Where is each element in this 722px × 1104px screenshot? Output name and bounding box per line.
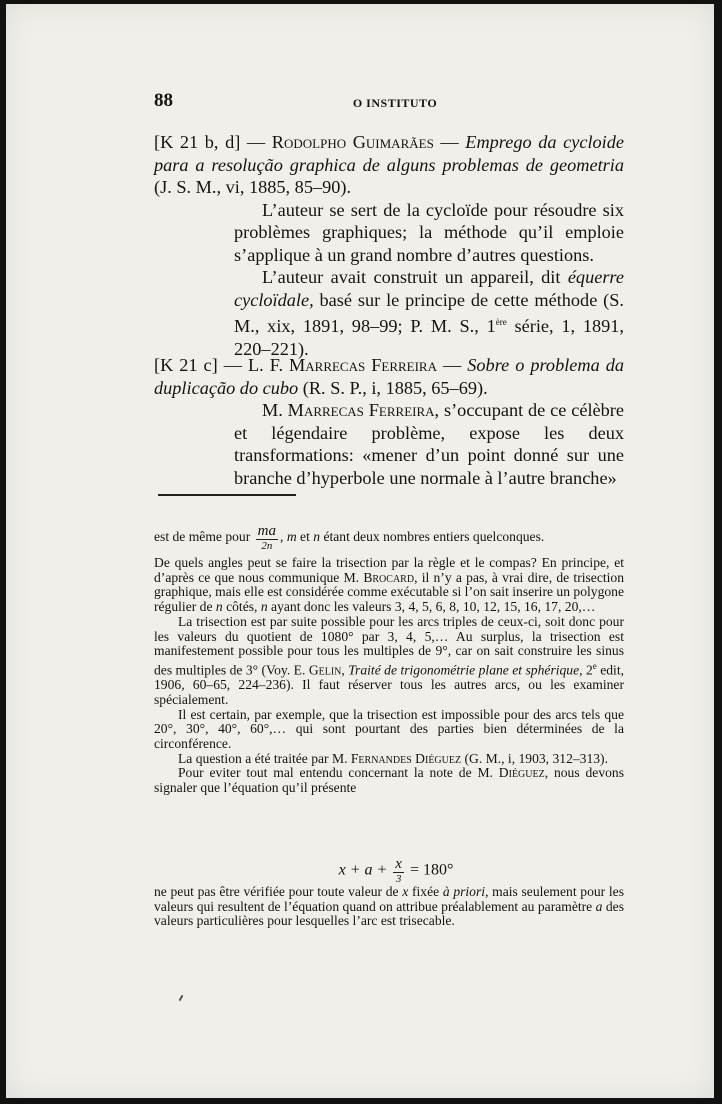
ink-speck — [179, 995, 184, 1001]
entry-2-heading: [K 21 c] — L. F. Marrecas Ferreira — Sobre o problema da duplicação do cubo (R. S. P., i, 1885, 65–69). — [154, 355, 625, 398]
footnote-line-1: est de même pour $\frac{ma}{2n}$ , m et n étant deux nombres entiers quelconques. — [154, 523, 545, 552]
entry-1-para-2: L’auteur avait construit un appareil, dit équerre cycloïdale, basé sur le principe de cette méthode (S. M., xix, 1891, 98–99; P. M. S., 1ère série, 1, 1891, 220–221). — [234, 267, 624, 359]
fraction-ma-over-2n: $\frac{ma}{2n}$ — [257, 523, 277, 552]
running-title: O INSTITUTO — [352, 96, 438, 110]
entry-2-source: (R. S. P., i, 1885, 65–69). — [298, 377, 488, 398]
entry-1-heading: [K 21 b, d] — Rodolpho Guimarães — Emprego da cycloide para a resolução graphica de alguns problemas de geometria (J. S. M., vi, 1885, 85–90). — [154, 132, 624, 197]
footnote-para-1: De quels angles peut se faire la trisection par la règle et le compas? En principe, et d’après ce que nous communique M. Brocard, il n’y a pas, à vrai dire, de trisection graphique, mais elle est considérée comme exécutable si l’on sait inserire un polygone régulier de n côtés, n ayant donc les valeurs 3, 4, 5, 6, 8, 10, 12, 15, 16, 17, 20,… — [154, 555, 625, 615]
footnote-para-2: La trisection est par suite possible pour les arcs triples de ceux-ci, soit donc pour les valeurs du quotient de 1080° par 3, 4, 5,… Au surplus, la trisection est manifestement possible pour tous les multiples de 9°, car on sait construire les sinus des multiples de 3° (Voy. E. Gelin, Traité de trigonométrie plane et sphérique, 2e edit, 1906, 60–65, 224–236). Il faut réserver tous les autres arcs, ou les examiner spécialement. — [154, 613, 625, 707]
page-number: 88 — [154, 90, 173, 111]
footnote-para-5: Pour eviter tout mal entendu concernant la note de M. Diéguez, nous devons signaler que l’équation qu’il présente — [154, 765, 624, 796]
entry-2-author: L. F. Marrecas Ferreira — [248, 355, 437, 375]
footnote-separator — [158, 494, 296, 496]
fraction-x-over-3: $\frac{x}{3}$ — [395, 856, 402, 885]
footnote-para-4: La question a été traitée par M. Fernandes Diéguez (G. M., i, 1903, 312–313). — [178, 750, 608, 766]
scanned-page — [6, 4, 714, 1098]
bibliography-entry-2 — [154, 354, 624, 489]
entry-1-author: Rodolpho Guimarães — [271, 132, 434, 152]
entry-2-para: M. Marrecas Ferreira, s’occupant de ce célèbre et légendaire problème, expose les deux transformations: «mener d’un point donné sur une branche d’hyperbole une normale à l’autre branche» — [234, 400, 624, 488]
entry-1-title: Emprego da cycloide para a resolução graphica de alguns problemas de geometria — [154, 132, 624, 175]
equation: x + a + $\frac{x}{3}$ = 180° — [338, 856, 454, 885]
bibliography-entry-1 — [154, 131, 624, 360]
entry-2-ref: [K 21 c] — [154, 355, 218, 375]
footnote-closing — [154, 885, 624, 929]
entry-1-para-1: L’auteur se sert de la cycloïde pour résoudre six problèmes graphiques; la méthode qu’il emploie s’applique à un grand nombre d’autres questions. — [234, 199, 624, 265]
entry-1-ref: [K 21 b, d] — [154, 132, 241, 152]
entry-2-title: Sobre o problema da duplicação do cubo — [154, 355, 625, 398]
footnote-para-6: ne peut pas être vérifiée pour toute valeur de x fixée à priori, mais seulement pour les valeurs qui resultent de l’équation quand on attribue préalablement au paramètre a des valeurs particulières pour lesquelles l’arc est trisecable. — [154, 884, 624, 929]
footnote-block — [154, 524, 624, 796]
entry-1-source: (J. S. M., vi, 1885, 85–90). — [154, 177, 352, 197]
footnote-para-3: Il est certain, par exemple, que la trisection est impossible pour des arcs tels que 20°, 30°, 40°, 60°,… qui sont pourtant des parties bien déterminées de la circonférence. — [154, 706, 624, 751]
